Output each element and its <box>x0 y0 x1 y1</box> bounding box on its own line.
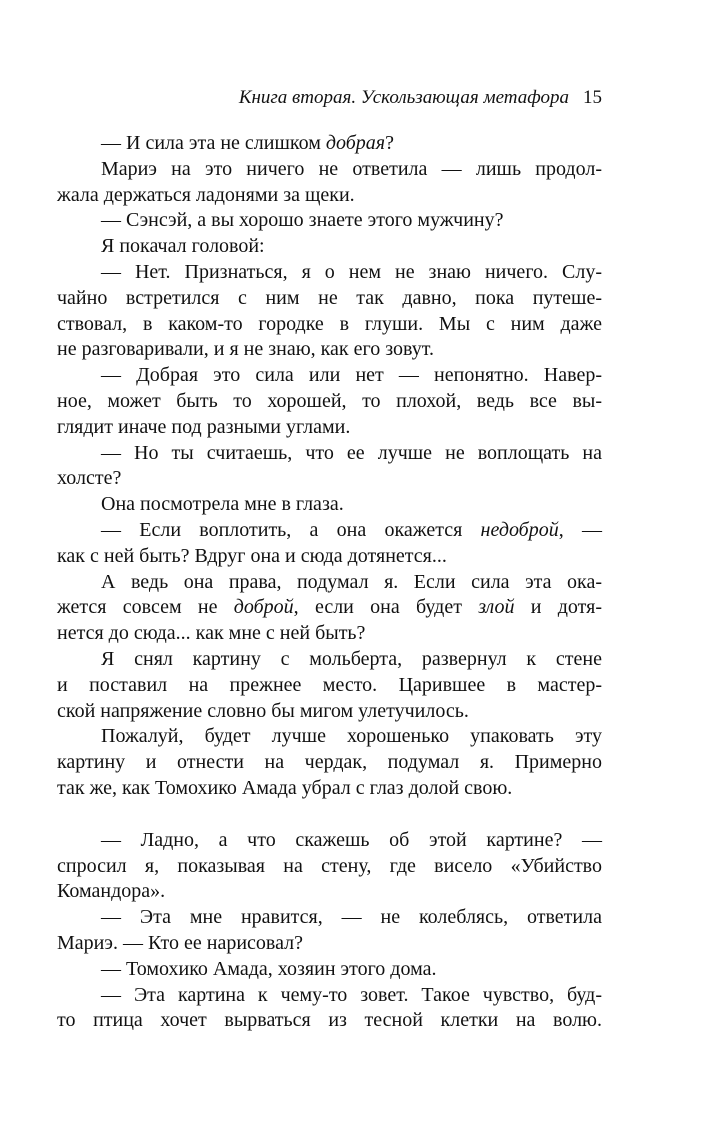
text-line: жала держаться ладонями за щеки. <box>57 183 355 206</box>
text-line: ской напряжение словно бы мигом улетучилось. <box>57 699 469 722</box>
text-line <box>79 518 602 544</box>
text-line: спросил я, показывая на стену, где висело «Убийство <box>57 854 602 877</box>
text-line: картину и отнести на чердак, подумал я. Примерно <box>57 751 602 774</box>
text-line: Командора». <box>57 880 166 903</box>
text-line: Она посмотрела мне в глаза. <box>101 493 344 516</box>
paragraph <box>57 570 602 647</box>
text-line: Пожалуй, будет лучше хорошенько упаковать эту <box>101 725 602 748</box>
italic-word: добрая <box>325 132 386 154</box>
text-line: так же, как Томохико Амада убрал с глаз долой свою. <box>57 776 513 799</box>
text-line: Я снял картину с мольберта, развернул к стене <box>101 647 602 670</box>
italic-word: недоброй <box>480 518 559 541</box>
text-line: и поставил на прежнее место. Царившее в мастер- <box>57 673 602 696</box>
text-fragment: жется совсем не <box>57 596 234 619</box>
text-line: чайно встретился с ним не так давно, пока путеше- <box>57 286 602 309</box>
paragraph <box>57 905 602 957</box>
text-fragment: ? <box>385 132 394 154</box>
text-line: холсте? <box>57 467 122 490</box>
paragraph <box>79 492 602 518</box>
paragraph <box>57 518 602 570</box>
paragraph <box>57 260 602 363</box>
paragraph <box>79 131 602 157</box>
text-line: — Эта картина к чему-то зовет. Такое чувство, буд- <box>101 983 602 1006</box>
paragraph <box>79 957 602 983</box>
chapter-title: Книга вторая. Ускользающая метафора <box>238 87 569 108</box>
text-line: не разговаривали, и я не знаю, как его зовут. <box>57 338 435 361</box>
text-line: нется до сюда... как мне с ней быть? <box>57 622 366 645</box>
italic-word: злой <box>478 596 515 619</box>
text-line: ствовал, в каком-то городке в глуши. Мы с ним даже <box>57 312 602 335</box>
body-text <box>57 131 602 1034</box>
text-line: — Но ты считаешь, что ее лучше не воплощать на <box>101 441 602 464</box>
page-number: 15 <box>583 87 602 108</box>
text-line: Я покачал головой: <box>101 235 265 258</box>
text-line: — Добрая это сила или нет — непонятно. Навер- <box>101 364 602 387</box>
text-line: — Ладно, а что скажешь об этой картине? — <box>101 828 602 851</box>
text-line: — Томохико Амада, хозяин этого дома. <box>101 957 437 980</box>
text-line: глядит иначе под разными углами. <box>57 415 351 438</box>
paragraph <box>57 441 602 493</box>
text-line: Мариэ на это ничего не ответила — лишь продол- <box>101 157 602 180</box>
paragraph <box>57 828 602 905</box>
running-header <box>239 86 602 110</box>
text-line: — Нет. Признаться, я о нем не знаю ничего. Слу- <box>101 260 602 283</box>
paragraph <box>57 157 602 209</box>
text-line: то птица хочет вырваться из тесной клетки на волю. <box>57 1009 602 1032</box>
text-line: — И сила эта не слишком <box>101 132 326 154</box>
paragraph <box>57 983 602 1035</box>
paragraph <box>57 363 602 440</box>
text-fragment: , — <box>558 518 602 541</box>
paragraph <box>79 208 602 234</box>
text-fragment: и дотя- <box>514 596 602 619</box>
text-fragment: — Если воплотить, а она окажется <box>101 518 481 541</box>
paragraph <box>57 724 602 801</box>
italic-word: доброй <box>233 596 294 619</box>
text-line: — Эта мне нравится, — не колеблясь, ответила <box>101 906 602 929</box>
text-fragment: , если она будет <box>293 596 479 619</box>
text-line: Мариэ. — Кто ее нарисовал? <box>57 931 304 954</box>
text-line: ное, может быть то хорошей, то плохой, ведь все вы- <box>57 389 602 412</box>
text-line: — Сэнсэй, а вы хорошо знаете этого мужчину? <box>101 209 504 232</box>
text-line <box>57 595 602 621</box>
text-line: А ведь она права, подумал я. Если сила эта ока- <box>101 570 602 593</box>
paragraph <box>57 647 602 724</box>
paragraph <box>79 234 602 260</box>
text-line: как с ней быть? Вдруг она и сюда дотянется... <box>57 544 447 567</box>
